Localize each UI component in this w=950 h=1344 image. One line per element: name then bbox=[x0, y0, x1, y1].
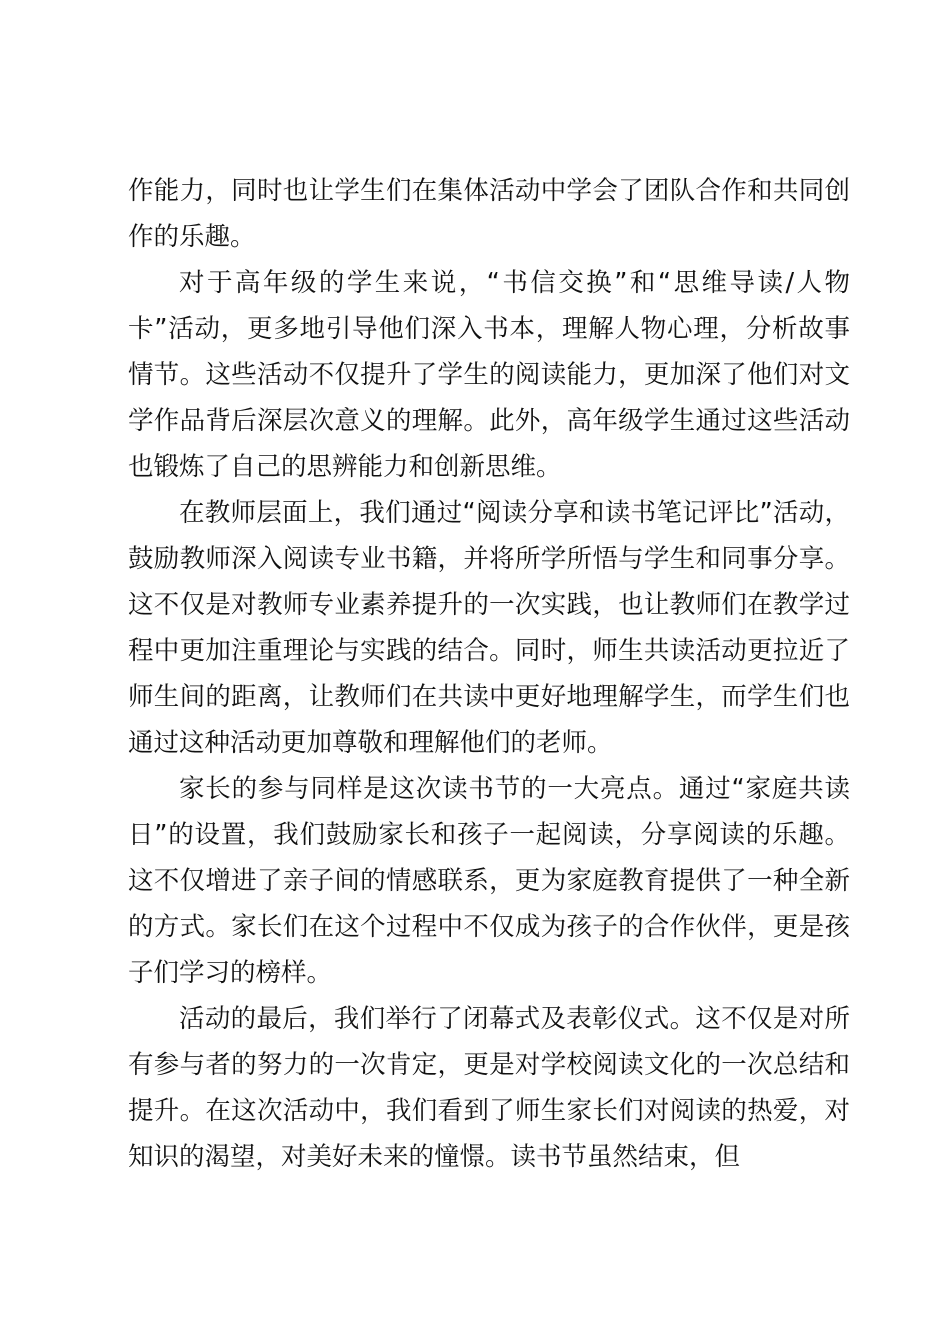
paragraph-closing-ceremony: 活动的最后，我们举行了闭幕式及表彰仪式。这不仅是对所有参与者的努力的一次肯定，更是对学校阅读文化的一次总结和提升。在这次活动中，我们看到了师生家长们对阅读的热爱，对知识的渴望，对美好未来的憧憬。读书节虽然结束，但 bbox=[128, 1004, 850, 1172]
paragraph-continuation: 作能力，同时也让学生们在集体活动中学会了团队合作和共同创作的乐趣。 bbox=[128, 176, 850, 252]
paragraph-teachers: 在教师层面上，我们通过“阅读分享和读书笔记评比”活动，鼓励教师深入阅读专业书籍，并将所学所悟与学生和同事分享。这不仅是对教师专业素养提升的一次实践，也让教师们在教学过程中更加注重理论与实践的结合。同时，师生共读活动更拉近了师生间的距离，让教师们在共读中更好地理解学生，而学生们也通过这种活动更加尊敬和理解他们的老师。 bbox=[128, 498, 850, 758]
paragraph-senior-students: 对于高年级的学生来说，“书信交换”和“思维导读/人物卡”活动，更多地引导他们深入书本，理解人物心理，分析故事情节。这些活动不仅提升了学生的阅读能力，更加深了他们对文学作品背后深层次意义的理解。此外，高年级学生通过这些活动也锻炼了自己的思辨能力和创新思维。 bbox=[128, 268, 850, 482]
paragraph-parents: 家长的参与同样是这次读书节的一大亮点。通过“家庭共读日”的设置，我们鼓励家长和孩子一起阅读，分享阅读的乐趣。这不仅增进了亲子间的情感联系，更为家庭教育提供了一种全新的方式。家长们在这个过程中不仅成为孩子的合作伙伴，更是孩子们学习的榜样。 bbox=[128, 774, 850, 988]
document-body bbox=[128, 168, 850, 1180]
